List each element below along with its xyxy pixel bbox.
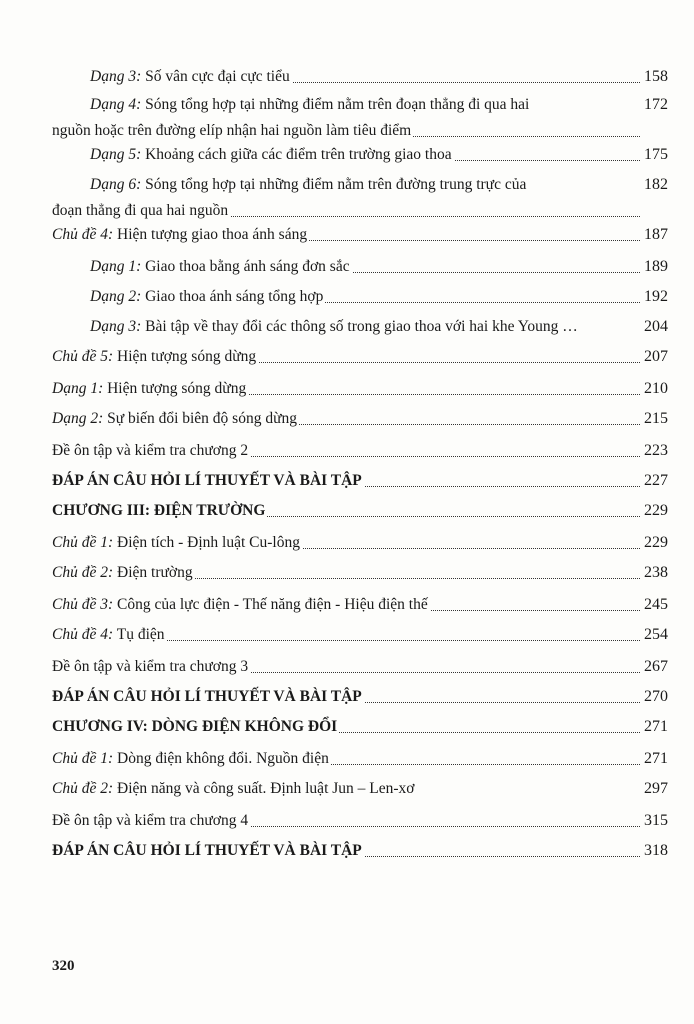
toc-entry <box>0 498 694 524</box>
toc-entry <box>0 254 694 280</box>
toc-entry-text: ĐÁP ÁN CÂU HỎI LÍ THUYẾT VÀ BÀI TẬP <box>52 688 362 705</box>
toc-entry-row <box>0 438 694 464</box>
toc-entry-title <box>52 622 167 648</box>
toc-entry-text: Giao thoa ánh sáng tổng hợp <box>145 288 324 305</box>
toc-entry-row <box>0 222 694 248</box>
toc-entry-label: Chủ đề 4: <box>52 626 114 643</box>
toc-entry-text: Đề ôn tập và kiểm tra chương 4 <box>52 812 249 829</box>
toc-entry-row <box>0 592 694 618</box>
toc-entry-row <box>0 284 694 310</box>
toc-page-number: 271 <box>640 746 668 772</box>
toc-entry-row <box>0 172 694 198</box>
toc-page-number: 210 <box>640 376 668 402</box>
toc-entry-label: Chủ đề 1: <box>52 750 114 767</box>
toc-entry-text: Đề ôn tập và kiểm tra chương 3 <box>52 658 249 675</box>
toc-entry-row <box>0 838 694 864</box>
toc-page-number: 245 <box>640 592 668 618</box>
toc-entry-title <box>52 838 364 864</box>
toc-page-number: 172 <box>640 92 668 118</box>
toc-entry-row <box>0 776 694 802</box>
toc-entry-row <box>0 684 694 710</box>
toc-entry-row <box>0 142 694 168</box>
toc-page-number: 297 <box>640 776 668 802</box>
toc-entry <box>0 654 694 680</box>
toc-entry-title <box>52 654 250 680</box>
toc-entry-title <box>52 498 267 524</box>
toc-entry-text: Điện tích - Định luật Cu-lông <box>113 534 300 551</box>
toc-entry-row <box>0 560 694 586</box>
toc-entry-text: Giao thoa bằng ánh sáng đơn sắc <box>141 258 350 275</box>
toc-entry-row <box>0 654 694 680</box>
toc-entry-label: Dạng 3: <box>90 68 142 85</box>
toc-entry-label: Chủ đề 2: <box>52 564 114 581</box>
toc-entry-title <box>52 560 195 586</box>
toc-entry-title <box>52 468 364 494</box>
toc-entry-label: Dạng 1: <box>52 380 104 397</box>
toc-entry-title <box>52 406 299 432</box>
toc-page-number: 238 <box>640 560 668 586</box>
toc-entry-text: Hiện tượng sóng dừng <box>103 380 247 397</box>
toc-entry-label: Chủ đề 2: <box>52 780 114 797</box>
toc-page-number: 215 <box>640 406 668 432</box>
toc-entry <box>0 776 694 802</box>
toc-page-number: 223 <box>640 438 668 464</box>
toc-entry-label: Dạng 2: <box>52 410 104 427</box>
toc-entry <box>0 172 694 224</box>
toc-entry <box>0 684 694 710</box>
toc-entry-row <box>0 498 694 524</box>
toc-page-number: 192 <box>640 284 668 310</box>
toc-page-number: 315 <box>640 808 668 834</box>
toc-entry <box>0 468 694 494</box>
toc-entry-title <box>52 222 309 248</box>
toc-entry-row <box>0 808 694 834</box>
toc-page-number: 318 <box>640 838 668 864</box>
toc-entry-text: Hiện tượng giao thoa ánh sáng <box>113 226 308 243</box>
toc-entry-label: Chủ đề 1: <box>52 534 114 551</box>
toc-page-number: 254 <box>640 622 668 648</box>
toc-entry-text: ĐÁP ÁN CÂU HỎI LÍ THUYẾT VÀ BÀI TẬP <box>52 472 362 489</box>
toc-entry-title <box>90 284 325 310</box>
toc-entry <box>0 92 694 144</box>
toc-entry-row <box>0 468 694 494</box>
toc-entry-title <box>90 314 580 340</box>
toc-entry <box>0 714 694 740</box>
toc-entry-text: ĐÁP ÁN CÂU HỎI LÍ THUYẾT VÀ BÀI TẬP <box>52 842 362 859</box>
toc-entry-title <box>52 344 258 370</box>
toc-entry-label: Chủ đề 5: <box>52 348 114 365</box>
toc-entry-title <box>52 746 331 772</box>
toc-entry-row <box>0 530 694 556</box>
toc-entry-title <box>90 92 531 118</box>
toc-entry-label: Chủ đề 4: <box>52 226 114 243</box>
toc-entry-title: đoạn thẳng đi qua hai nguồn <box>52 198 230 224</box>
toc-page-number: 229 <box>640 498 668 524</box>
toc-entry-label: Dạng 2: <box>90 288 146 305</box>
toc-entry-row <box>0 622 694 648</box>
toc-entry <box>0 344 694 370</box>
toc-entry-label: Dạng 4: <box>90 96 142 113</box>
toc-entry-title: nguồn hoặc trên đường elíp nhận hai nguồn làm tiêu điểm <box>52 118 413 144</box>
toc-entry-title <box>52 376 248 402</box>
toc-entry-title <box>90 64 292 90</box>
toc-entry-label: Dạng 3: <box>90 318 142 335</box>
toc-entry <box>0 406 694 432</box>
toc-entry <box>0 838 694 864</box>
toc-entry-text: Đề ôn tập và kiểm tra chương 2 <box>52 442 249 459</box>
toc-page-number: 270 <box>640 684 668 710</box>
toc-entry <box>0 314 694 340</box>
toc-entry-text: Công của lực điện - Thế năng điện - Hiệu điện thế <box>113 596 428 613</box>
toc-entry <box>0 808 694 834</box>
toc-entry <box>0 64 694 90</box>
toc-entry-title <box>52 438 250 464</box>
toc-entry-row <box>0 714 694 740</box>
toc-entry-title <box>90 142 454 168</box>
toc-entry-text: Điện trường <box>113 564 193 581</box>
toc-entry-label: Dạng 1: <box>90 258 142 275</box>
toc-page-number: 204 <box>640 314 668 340</box>
toc-entry-text: Sự biến đổi biên độ sóng dừng <box>103 410 297 427</box>
toc-entry-text: Dòng điện không đổi. Nguồn điện <box>113 750 329 767</box>
toc-entry-title <box>52 776 416 802</box>
toc-entry-text: CHƯƠNG III: ĐIỆN TRƯỜNG <box>52 502 266 519</box>
toc-entry <box>0 530 694 556</box>
toc-entry-text: Sóng tổng hợp tại những điểm nằm trên đường trung trực của <box>141 176 527 193</box>
toc-entry-text: Tụ điện <box>113 626 165 643</box>
toc-entry-text: Điện năng và công suất. Định luật Jun – Len-xơ <box>113 780 415 797</box>
toc-entry-title <box>90 172 528 198</box>
toc-entry <box>0 592 694 618</box>
toc-entry <box>0 376 694 402</box>
toc-entry-text: Sóng tổng hợp tại những điểm nằm trên đoạn thẳng đi qua hai <box>141 96 530 113</box>
toc-entry-text: Hiện tượng sóng dừng <box>113 348 257 365</box>
toc-page-number: 175 <box>640 142 668 168</box>
toc-entry <box>0 222 694 248</box>
toc-page-number: 189 <box>640 254 668 280</box>
toc-page-number: 158 <box>640 64 668 90</box>
toc-entry-title <box>52 714 339 740</box>
toc-entry <box>0 284 694 310</box>
toc-entry-title <box>52 592 430 618</box>
toc-entry-continuation <box>0 198 694 224</box>
toc-entry-row <box>0 746 694 772</box>
toc-entry-title <box>52 684 364 710</box>
toc-entry <box>0 746 694 772</box>
toc-entry <box>0 560 694 586</box>
toc-entry-row <box>0 406 694 432</box>
page-number: 320 <box>52 958 75 974</box>
toc-entry <box>0 438 694 464</box>
toc-entry-title <box>52 808 250 834</box>
toc-entry-row <box>0 64 694 90</box>
toc-entry-row <box>0 314 694 340</box>
toc-entry-label: Dạng 6: <box>90 176 142 193</box>
toc-entry-text: Bài tập về thay đổi các thông số trong giao thoa với hai khe Young … <box>141 318 578 335</box>
toc-entry-title <box>90 254 352 280</box>
toc-entry-label: Chủ đề 3: <box>52 596 114 613</box>
toc-entry-continuation <box>0 118 694 144</box>
toc-entry-row <box>0 344 694 370</box>
toc-entry-text: CHƯƠNG IV: DÒNG ĐIỆN KHÔNG ĐỔI <box>52 718 338 735</box>
toc-page-number: 271 <box>640 714 668 740</box>
toc-page-number: 182 <box>640 172 668 198</box>
toc-page-number: 267 <box>640 654 668 680</box>
toc-page-number: 187 <box>640 222 668 248</box>
toc-entry-title <box>52 530 302 556</box>
toc-entry-label: Dạng 5: <box>90 146 142 163</box>
toc-entry <box>0 142 694 168</box>
toc-page-number: 227 <box>640 468 668 494</box>
toc-page-number: 229 <box>640 530 668 556</box>
toc-entry-row <box>0 376 694 402</box>
toc-entry-row <box>0 92 694 118</box>
toc-entry-text: Số vân cực đại cực tiểu <box>141 68 290 85</box>
toc-entry-row <box>0 254 694 280</box>
toc-page-number: 207 <box>640 344 668 370</box>
toc-entry <box>0 622 694 648</box>
toc-entry-text: Khoảng cách giữa các điểm trên trường giao thoa <box>141 146 452 163</box>
